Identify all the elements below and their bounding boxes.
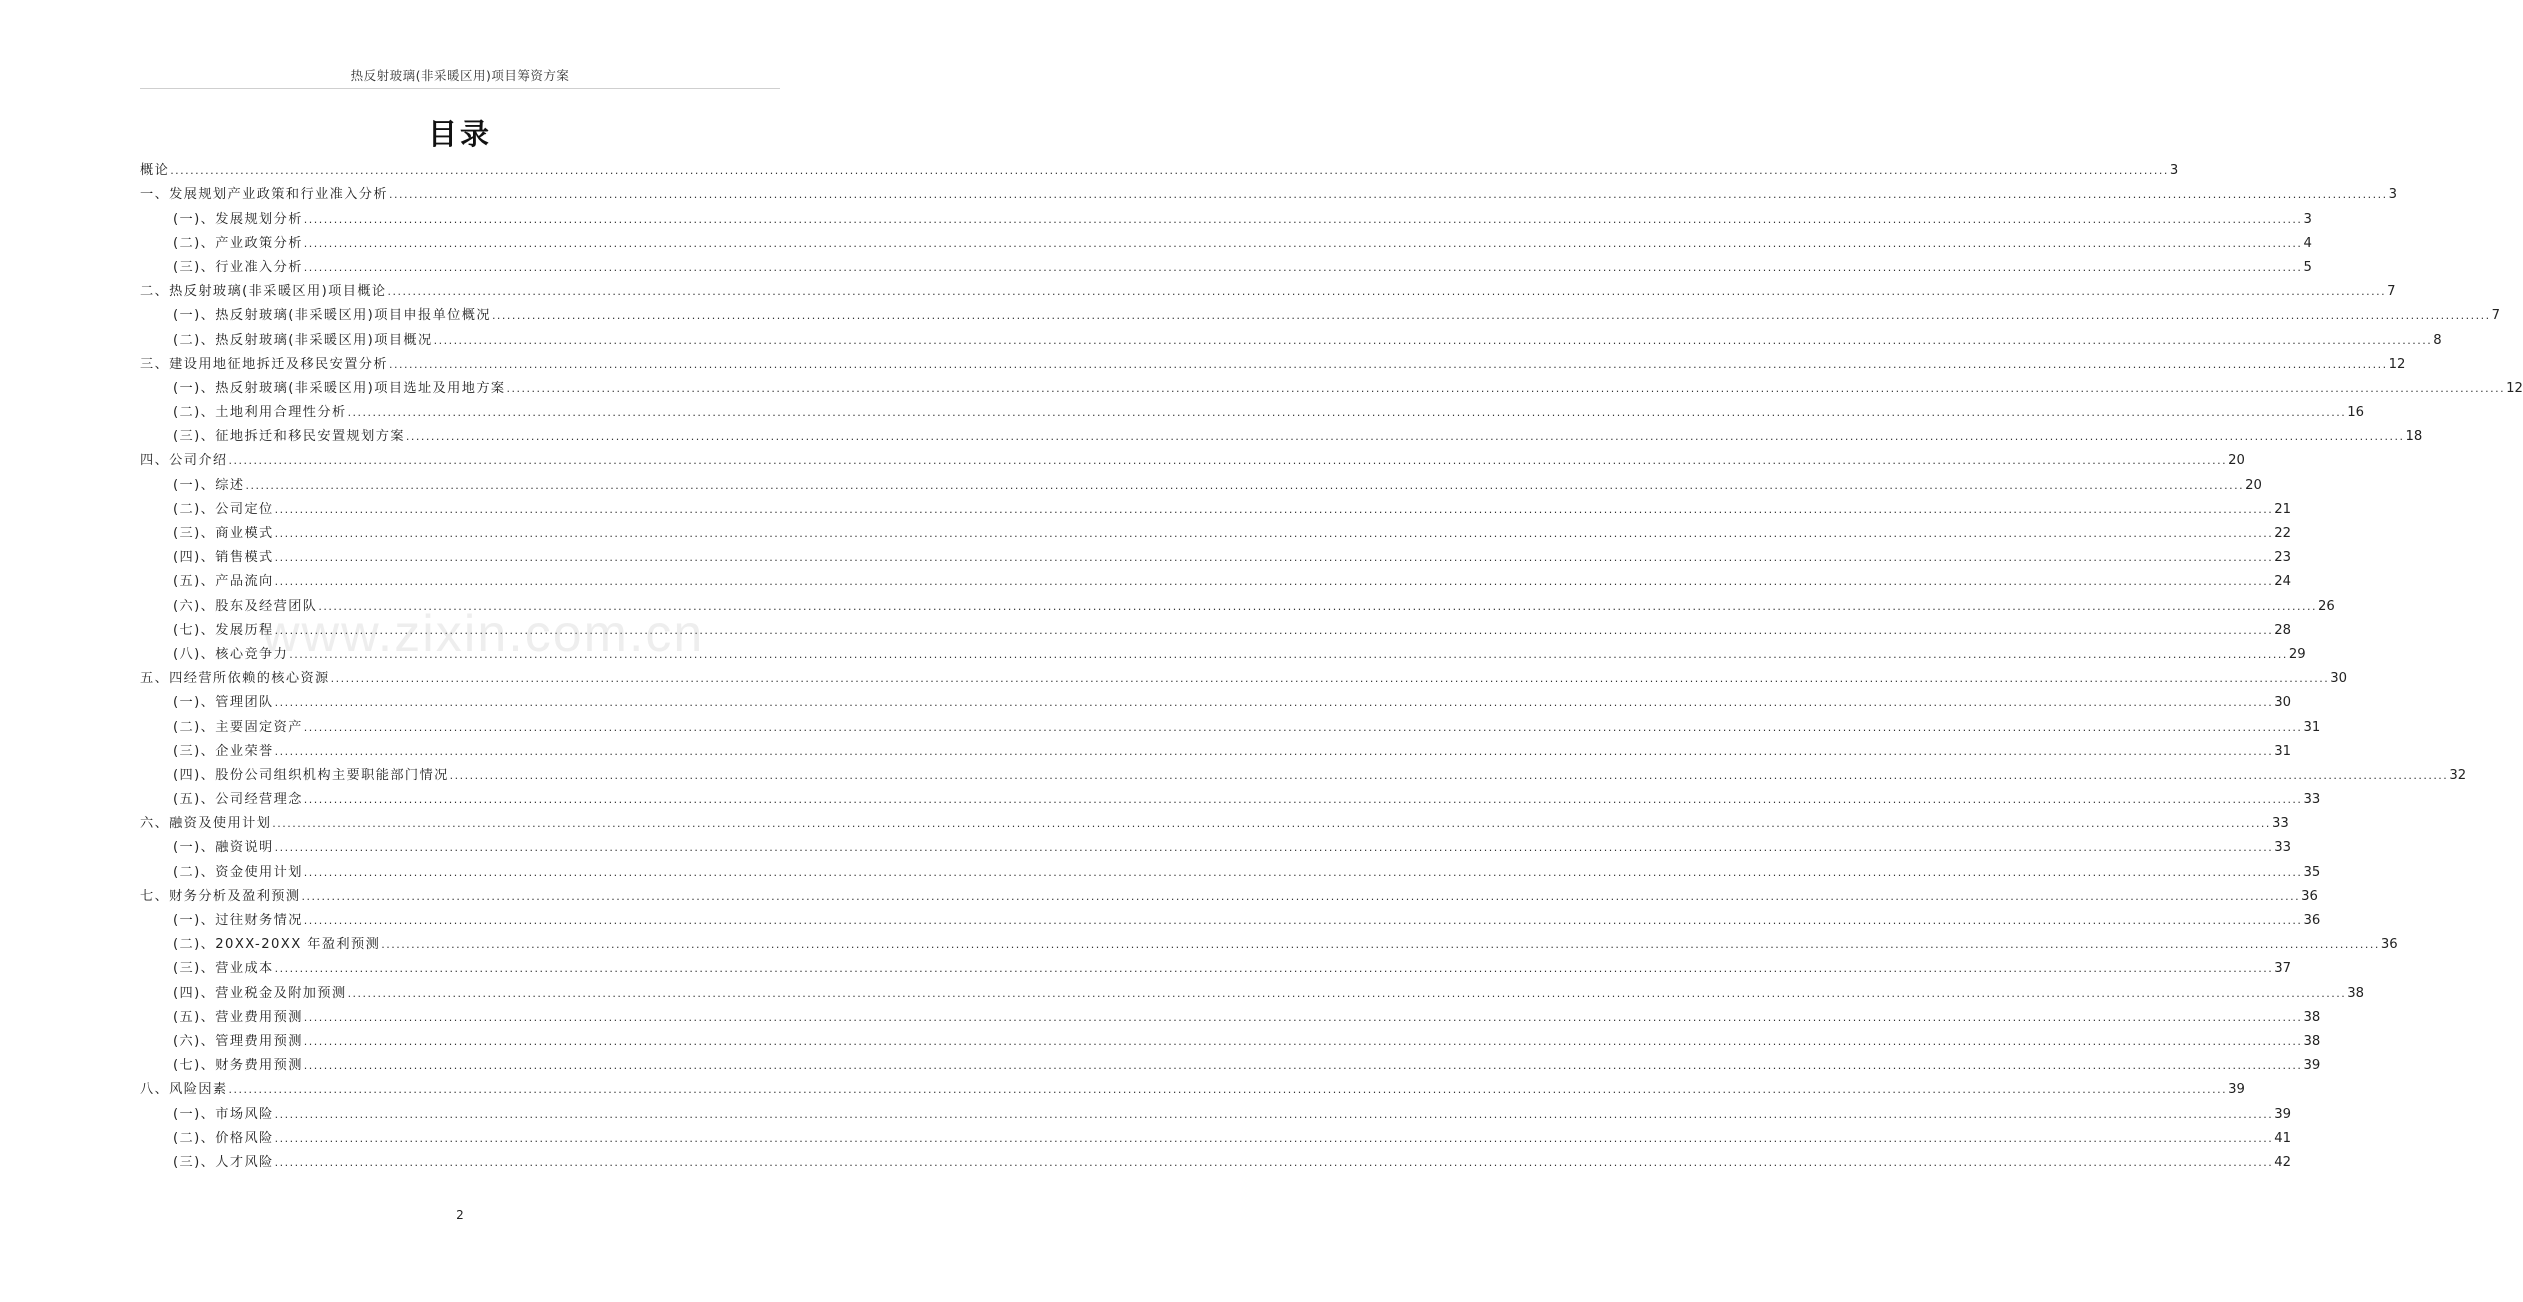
toc-entry-sub[interactable] (140, 691, 2292, 715)
toc-dot-leader: ................................................................................................................................................................................................................................................................................................................................................................................................................ (449, 768, 2449, 782)
toc-entry-label: (五)、产品流向 (173, 574, 274, 590)
toc-entry-chapter[interactable] (140, 353, 2406, 377)
toc-dot-leader: ................................................................................................................................................................................................................................................................................................................................................................................................................ (303, 793, 2303, 807)
toc-dot-leader: ................................................................................................................................................................................................................................................................................................................................................................................................................ (405, 430, 2405, 444)
toc-dot-leader: ................................................................................................................................................................................................................................................................................................................................................................................................................ (289, 647, 2288, 661)
toc-dot-leader: ................................................................................................................................................................................................................................................................................................................................................................................................................ (303, 212, 2303, 226)
toc-entry-page: 16 (2347, 405, 2364, 421)
toc-dot-leader: ................................................................................................................................................................................................................................................................................................................................................................................................................ (274, 744, 2274, 758)
toc-entry-label: (七)、发展历程 (173, 622, 274, 638)
watermark: www.zixin.com.cn (262, 605, 705, 663)
toc-dot-leader: ................................................................................................................................................................................................................................................................................................................................................................................................................ (303, 260, 2303, 274)
toc-entry-page: 20 (2245, 477, 2262, 493)
toc-dot-leader: ................................................................................................................................................................................................................................................................................................................................................................................................................ (318, 599, 2318, 613)
toc-dot-leader: ................................................................................................................................................................................................................................................................................................................................................................................................................ (303, 865, 2303, 879)
toc-dot-leader: ................................................................................................................................................................................................................................................................................................................................................................................................................ (303, 1010, 2303, 1024)
toc-dot-leader: ................................................................................................................................................................................................................................................................................................................................................................................................................ (274, 962, 2274, 976)
toc-entry-label: (四)、销售模式 (173, 550, 274, 566)
toc-entry-sub[interactable] (140, 473, 2262, 497)
toc-dot-leader: ................................................................................................................................................................................................................................................................................................................................................................................................................ (274, 1107, 2274, 1121)
toc-entry-label: (三)、营业成本 (173, 961, 274, 977)
toc-entry-label: (四)、营业税金及附加预测 (173, 985, 347, 1001)
toc-entry-sub[interactable] (140, 981, 2364, 1005)
toc-entry-page: 20 (2228, 453, 2245, 469)
toc-entry-label: 五、四经营所依赖的核心资源 (140, 671, 330, 687)
toc-dot-leader: ................................................................................................................................................................................................................................................................................................................................................................................................................ (170, 164, 2169, 178)
toc-entry-label: (一)、过往财务情况 (173, 913, 303, 928)
toc-dot-leader: ................................................................................................................................................................................................................................................................................................................................................................................................................ (303, 1059, 2303, 1073)
toc-entry-sub[interactable] (140, 788, 2321, 812)
toc-entry-sub[interactable] (140, 522, 2292, 546)
toc-dot-leader: ................................................................................................................................................................................................................................................................................................................................................................................................................ (303, 1034, 2303, 1048)
toc-entry-page: 21 (2274, 501, 2292, 517)
toc-entry-sub[interactable] (140, 957, 2292, 981)
toc-dot-leader: ................................................................................................................................................................................................................................................................................................................................................................................................................ (274, 696, 2274, 710)
toc-entry-label: (六)、管理费用预测 (173, 1033, 303, 1049)
page-number: 2 (456, 1208, 464, 1222)
toc-entry-page: 38 (2347, 985, 2364, 1001)
toc-entry-page: 41 (2274, 1130, 2292, 1146)
toc-entry-page: 36 (2303, 913, 2321, 928)
toc-entry-page: 7 (2491, 308, 2500, 324)
toc-entry-label: (二)、主要固定资产 (173, 719, 303, 735)
toc-entry-page: 5 (2303, 259, 2312, 275)
toc-entry-page: 30 (2330, 671, 2348, 687)
toc-entry-chapter[interactable] (140, 183, 2398, 207)
toc-dot-leader: ................................................................................................................................................................................................................................................................................................................................................................................................................ (330, 672, 2330, 686)
toc-entry-sub[interactable] (140, 909, 2321, 933)
toc-dot-leader: ................................................................................................................................................................................................................................................................................................................................................................................................................ (387, 285, 2387, 299)
toc-entry-page: 7 (2387, 284, 2396, 300)
toc-entry-chapter[interactable] (140, 885, 2318, 909)
toc-entry-label: (三)、人才风险 (173, 1154, 274, 1170)
toc-entry-sub[interactable] (140, 232, 2312, 256)
toc-title: 目录 (427, 117, 492, 151)
toc-entry-page: 32 (2449, 767, 2467, 783)
toc-entry-page: 3 (2169, 163, 2179, 179)
toc-entry-sub[interactable] (140, 1127, 2292, 1151)
toc-entry-sub[interactable] (140, 1151, 2292, 1175)
toc-entry-sub[interactable] (140, 836, 2292, 860)
toc-dot-leader: ................................................................................................................................................................................................................................................................................................................................................................................................................ (274, 623, 2274, 637)
toc-entry-page: 39 (2228, 1082, 2245, 1098)
toc-entry-page: 33 (2274, 840, 2292, 856)
toc-entry-page: 36 (2380, 937, 2398, 953)
running-header: 热反射玻璃(非采暖区用)项目筹资方案 (350, 68, 570, 83)
toc-dot-leader: ................................................................................................................................................................................................................................................................................................................................................................................................................ (274, 1155, 2274, 1169)
toc-entry-page: 37 (2274, 961, 2292, 977)
toc-entry-page: 3 (2388, 187, 2398, 203)
toc-entry-page: 22 (2274, 526, 2292, 541)
toc-entry-label: 七、财务分析及盈利预测 (140, 888, 301, 904)
toc-entry-label: (三)、企业荣誉 (173, 743, 274, 759)
toc-entry-page: 33 (2303, 792, 2321, 808)
toc-entry-page: 12 (2506, 380, 2523, 396)
toc-entry-page: 38 (2303, 1009, 2321, 1025)
toc-entry-label: 一、发展规划产业政策和行业准入分析 (140, 187, 388, 203)
toc-entry-chapter[interactable] (140, 667, 2348, 691)
toc-entry-page: 29 (2288, 646, 2306, 662)
toc-dot-leader: ................................................................................................................................................................................................................................................................................................................................................................................................................ (301, 889, 2301, 903)
toc-dot-leader: ................................................................................................................................................................................................................................................................................................................................................................................................................ (506, 381, 2506, 395)
toc-entry-sub[interactable] (140, 1102, 2292, 1126)
toc-entry-label: (七)、财务费用预测 (173, 1058, 303, 1074)
toc-entry-label: (四)、股份公司组织机构主要职能部门情况 (173, 767, 449, 783)
toc-entry-page: 36 (2301, 888, 2318, 904)
toc-entry-label: (二)、20XX-20XX 年盈利预测 (173, 937, 381, 953)
toc-dot-leader: ................................................................................................................................................................................................................................................................................................................................................................................................................ (347, 406, 2347, 420)
toc-entry-sub[interactable] (140, 715, 2321, 739)
toc-entry-sub[interactable] (140, 860, 2321, 884)
toc-entry-sub[interactable] (140, 643, 2306, 667)
toc-entry-page: 23 (2274, 550, 2292, 566)
toc-entry-sub[interactable] (140, 377, 2523, 401)
toc-dot-leader: ................................................................................................................................................................................................................................................................................................................................................................................................................ (274, 551, 2274, 565)
toc-dot-leader: ................................................................................................................................................................................................................................................................................................................................................................................................................ (389, 357, 2388, 371)
toc-dot-leader: ................................................................................................................................................................................................................................................................................................................................................................................................................ (245, 478, 2245, 492)
toc-entry-label: (五)、公司经营理念 (173, 792, 303, 808)
toc-entry-sub[interactable] (140, 498, 2292, 522)
toc-entry-label: (一)、热反射玻璃(非采暖区用)项目申报单位概况 (173, 308, 491, 324)
toc-dot-leader: ................................................................................................................................................................................................................................................................................................................................................................................................................ (303, 236, 2303, 250)
toc-entry-sub[interactable] (140, 764, 2467, 788)
toc-entry-page: 8 (2433, 332, 2442, 348)
toc-dot-leader: ................................................................................................................................................................................................................................................................................................................................................................................................................ (389, 188, 2388, 202)
toc-dot-leader: ................................................................................................................................................................................................................................................................................................................................................................................................................ (491, 309, 2491, 323)
toc-dot-leader: ................................................................................................................................................................................................................................................................................................................................................................................................................ (228, 1083, 2228, 1097)
toc-entry-label: (一)、发展规划分析 (173, 211, 303, 227)
toc-entry-sub[interactable] (140, 207, 2312, 231)
toc-dot-leader: ................................................................................................................................................................................................................................................................................................................................................................................................................ (274, 1131, 2274, 1145)
toc-entry-label: 二、热反射玻璃(非采暖区用)项目概论 (140, 284, 387, 300)
toc-entry-label: (三)、征地拆迁和移民安置规划方案 (173, 429, 405, 445)
toc-dot-leader: ................................................................................................................................................................................................................................................................................................................................................................................................................ (303, 720, 2303, 734)
toc-entry-label: (二)、资金使用计划 (173, 864, 303, 880)
toc-entry-page: 39 (2274, 1106, 2292, 1122)
toc-entry-label: (三)、行业准入分析 (173, 259, 303, 275)
toc-dot-leader: ................................................................................................................................................................................................................................................................................................................................................................................................................ (274, 841, 2274, 855)
toc-entry-sub[interactable] (140, 256, 2312, 280)
toc-entry-sub[interactable] (140, 546, 2292, 570)
toc-entry-label: 三、建设用地征地拆迁及移民安置分析 (140, 356, 388, 372)
toc-entry-page: 4 (2303, 235, 2312, 251)
toc-dot-leader: ................................................................................................................................................................................................................................................................................................................................................................................................................ (433, 333, 2433, 347)
toc-entry-label: (二)、产业政策分析 (173, 235, 303, 251)
toc-entry-page: 31 (2303, 719, 2321, 735)
toc-entry-page: 31 (2274, 743, 2292, 759)
toc-entry-sub[interactable] (140, 304, 2500, 328)
toc-entry-label: (二)、土地利用合理性分析 (173, 405, 347, 421)
toc-entry-page: 24 (2274, 574, 2292, 590)
toc-entry-page: 30 (2274, 695, 2292, 711)
toc-entry-label: (六)、股东及经营团队 (173, 598, 318, 614)
toc-entry-label: (一)、综述 (173, 477, 245, 493)
toc-entry-page: 26 (2318, 598, 2335, 614)
toc-entry-page: 35 (2303, 864, 2321, 880)
toc-entry-page: 18 (2405, 429, 2423, 445)
toc-entry-label: 六、融资及使用计划 (140, 816, 272, 832)
toc-dot-leader: ................................................................................................................................................................................................................................................................................................................................................................................................................ (228, 454, 2228, 468)
toc-dot-leader: ................................................................................................................................................................................................................................................................................................................................................................................................................ (274, 527, 2274, 540)
toc-entry-label: (三)、商业模式 (173, 526, 274, 541)
toc-entry-page: 33 (2271, 816, 2289, 832)
toc-entry-sub[interactable] (140, 570, 2292, 594)
toc-entry-sub[interactable] (140, 1054, 2321, 1078)
toc-entry-label: (一)、市场风险 (173, 1106, 274, 1122)
toc-entry-label: (二)、价格风险 (173, 1130, 274, 1146)
toc-entry-page: 38 (2303, 1033, 2321, 1049)
toc-entry-page: 12 (2388, 356, 2406, 372)
toc-dot-leader: ................................................................................................................................................................................................................................................................................................................................................................................................................ (303, 914, 2303, 927)
toc-entry-chapter[interactable] (140, 280, 2396, 304)
toc-dot-leader: ................................................................................................................................................................................................................................................................................................................................................................................................................ (274, 502, 2274, 516)
toc-entry-label: 四、公司介绍 (140, 453, 228, 469)
toc-entry-page: 42 (2274, 1154, 2292, 1170)
toc-entry-page: 3 (2303, 211, 2312, 227)
toc-entry-label: (一)、热反射玻璃(非采暖区用)项目选址及用地方案 (173, 380, 506, 396)
toc-entry-sub[interactable] (140, 933, 2398, 957)
toc-entry-sub[interactable] (140, 1030, 2321, 1054)
toc-list (140, 159, 2523, 1175)
toc-entry-label: (八)、核心竞争力 (173, 646, 289, 662)
toc-entry-sub[interactable] (140, 401, 2364, 425)
toc-entry-label: (五)、营业费用预测 (173, 1009, 303, 1025)
toc-entry-chapter[interactable] (140, 159, 2179, 183)
toc-entry-label: (二)、公司定位 (173, 501, 274, 517)
toc-entry-sub[interactable] (140, 425, 2423, 449)
toc-entry-label: (一)、管理团队 (173, 695, 274, 711)
toc-entry-sub[interactable] (140, 619, 2292, 643)
toc-entry-sub[interactable] (140, 1006, 2321, 1030)
toc-entry-label: 概论 (140, 163, 170, 179)
toc-entry-page: 28 (2274, 622, 2292, 638)
toc-dot-leader: ................................................................................................................................................................................................................................................................................................................................................................................................................ (274, 575, 2274, 589)
toc-dot-leader: ................................................................................................................................................................................................................................................................................................................................................................................................................ (347, 986, 2347, 1000)
toc-entry-sub[interactable] (140, 740, 2292, 764)
toc-entry-label: (一)、融资说明 (173, 840, 274, 856)
toc-entry-chapter[interactable] (140, 1078, 2245, 1102)
toc-entry-chapter[interactable] (140, 812, 2289, 836)
toc-entry-chapter[interactable] (140, 449, 2245, 473)
toc-dot-leader: ................................................................................................................................................................................................................................................................................................................................................................................................................ (272, 817, 2271, 831)
toc-entry-label: 八、风险因素 (140, 1082, 228, 1098)
toc-entry-sub[interactable] (140, 328, 2442, 352)
toc-entry-label: (二)、热反射玻璃(非采暖区用)项目概况 (173, 332, 433, 348)
toc-dot-leader: ................................................................................................................................................................................................................................................................................................................................................................................................................ (381, 938, 2380, 952)
header-divider (140, 88, 780, 89)
toc-entry-page: 39 (2303, 1058, 2321, 1074)
toc-entry-sub[interactable] (140, 594, 2335, 618)
